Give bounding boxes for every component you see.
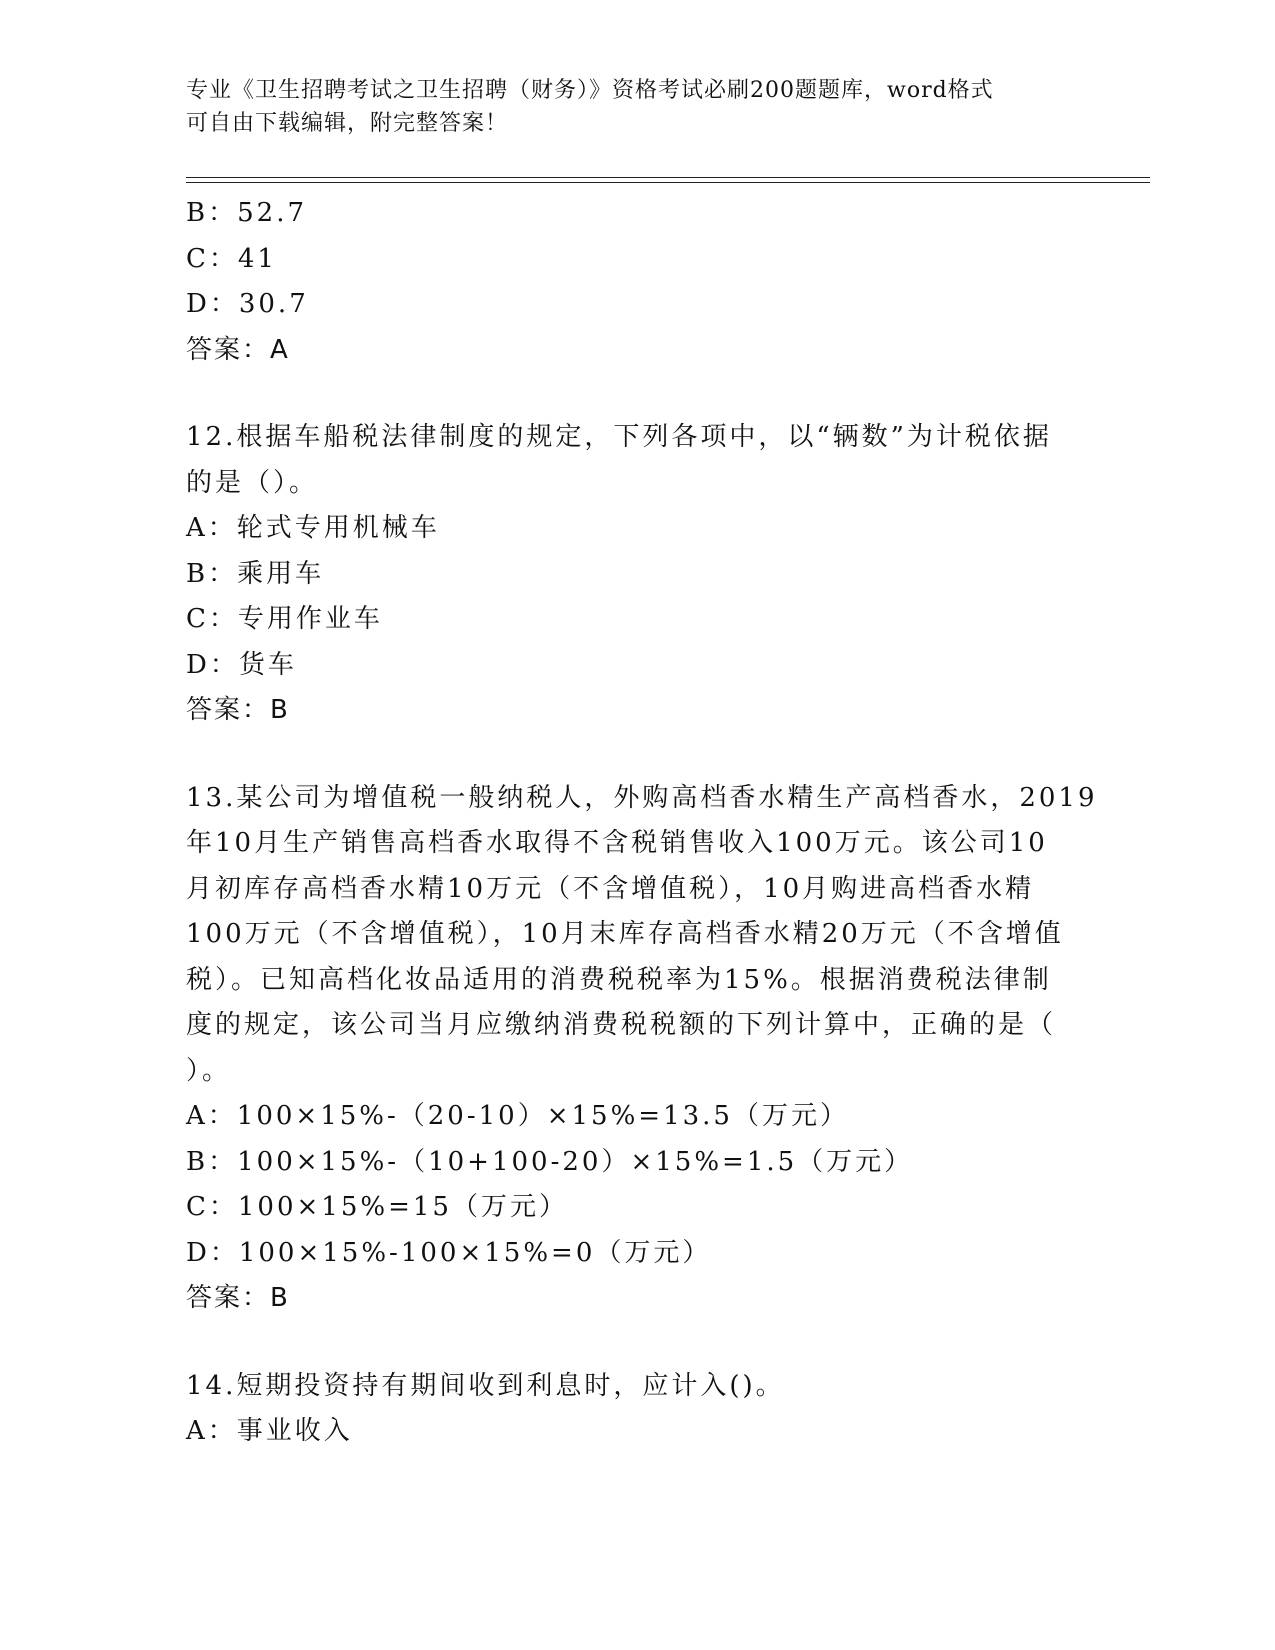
question-spacer [186,734,1086,776]
question-stem-line: 12.根据车船税法律制度的规定，下列各项中，以“辆数”为计税依据 [186,422,1052,452]
document-header [186,74,1066,140]
header-divider-bottom [186,182,1150,183]
question-stem-line: 14.短期投资持有期间收到利息时，应计入()。 [186,1370,785,1401]
answer-line: 答案：B [186,1283,290,1313]
header-divider-top [186,177,1150,178]
question-stem-line: 年10月生产销售高档香水取得不含税销售收入100万元。该公司10 [186,828,1048,858]
question-14 [186,1364,1086,1455]
option-d: D：30.7 [186,289,309,319]
header-title-line1: 专业《卫生招聘考试之卫生招聘（财务）》资格考试必刷200题题库，word格式 [186,78,994,103]
answer-line: 答案：A [186,334,290,365]
question-spacer [186,373,1086,415]
question-stem-line: 13.某公司为增值税一般纳税人，外购高档香水精生产高档香水，2019 [186,782,1098,813]
question-stem-line: ）。 [186,1055,232,1086]
option-d: D：100×15%-100×15%=0（万元） [186,1237,712,1268]
option-c: C：100×15%=15（万元） [186,1192,568,1222]
answer-line: 答案：B [186,695,290,725]
option-d: D：货车 [186,649,297,680]
question-stem-line: 月初库存高档香水精10万元（不含增值税），10月购进高档香水精 [186,873,1035,904]
question-12 [186,415,1086,734]
option-a: A：100×15%-（20-10）×15%=13.5（万元） [186,1101,849,1131]
question-stem-line: 税）。已知高档化妆品适用的消费税税率为15%。根据消费税法律制 [186,964,1052,995]
option-c: C：41 [186,243,277,274]
question-13 [186,776,1098,1322]
question-list [186,191,1098,1455]
question-stem-line: 100万元（不含增值税），10月末库存高档香水精20万元（不含增值 [186,919,1064,949]
question-spacer [186,1322,1086,1364]
option-b: B：52.7 [186,198,307,228]
option-a: A：轮式专用机械车 [186,513,440,543]
option-c: C：专用作业车 [186,604,383,634]
option-b: B：乘用车 [186,558,325,589]
question-stem-line: 度的规定，该公司当月应缴纳消费税税额的下列计算中，正确的是（ [186,1010,1057,1040]
header-title-line2: 可自由下载编辑，附完整答案！ [186,111,509,136]
option-b: B：100×15%-（10+100-20）×15%=1.5（万元） [186,1146,914,1177]
option-a: A：事业收入 [186,1416,353,1446]
question-11-tail [186,191,1086,373]
question-stem-line: 的是（）。 [186,467,319,498]
